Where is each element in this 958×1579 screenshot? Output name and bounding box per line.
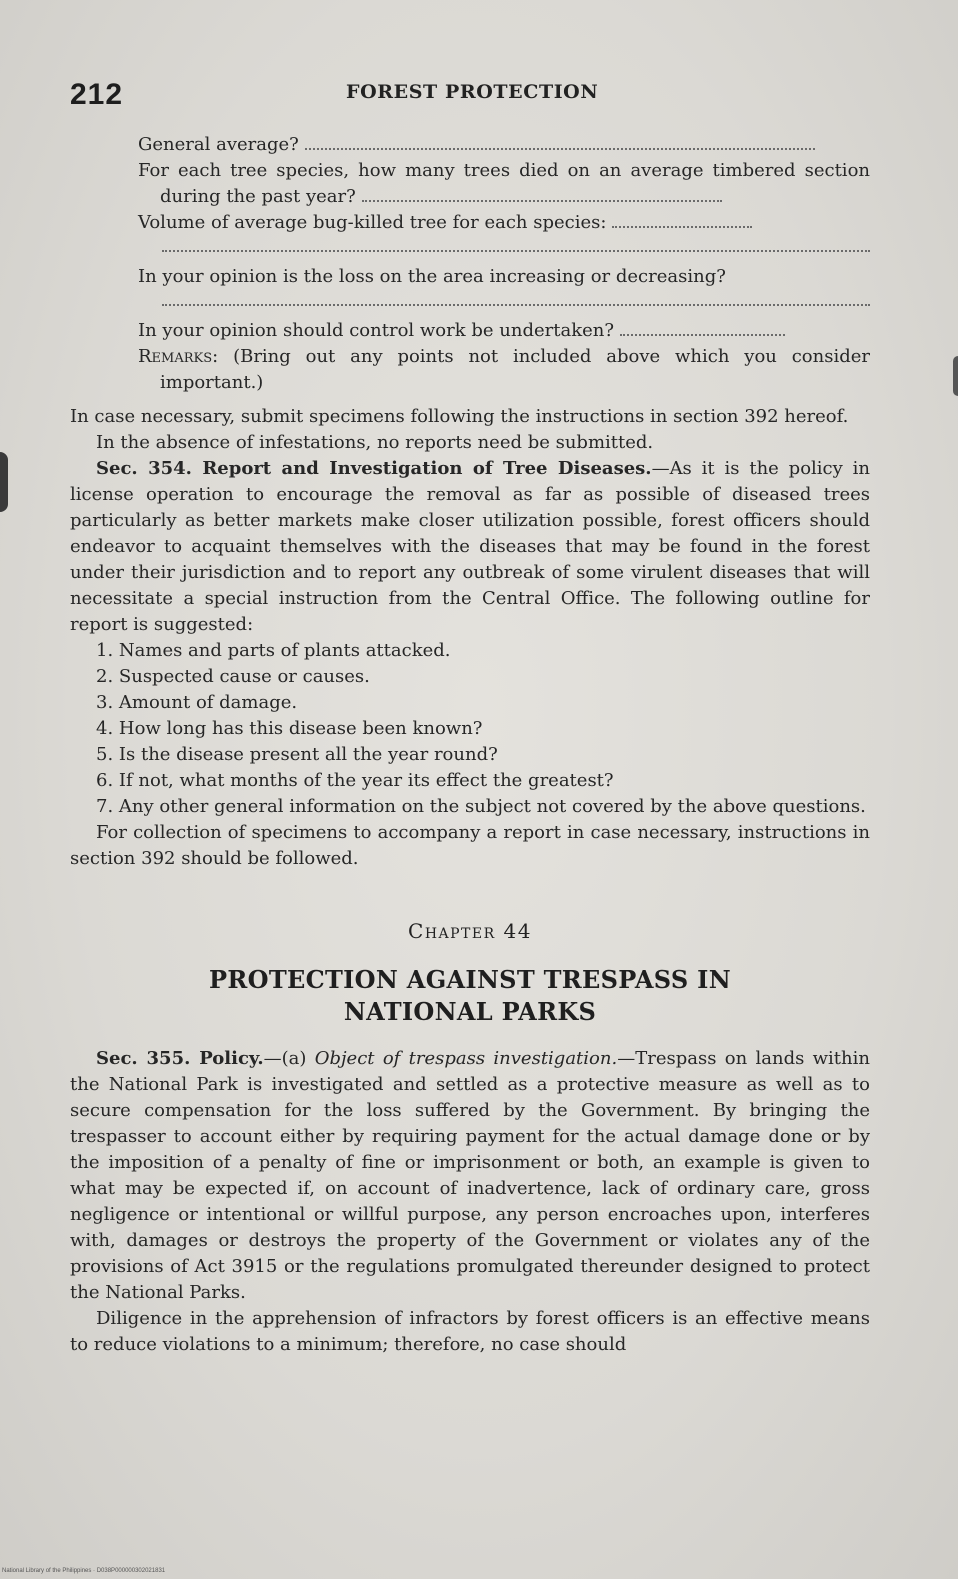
sec-354-paragraph bbox=[70, 456, 870, 638]
list-item: 5. Is the disease present all the year round? bbox=[96, 744, 498, 765]
collection-paragraph: For collection of specimens to accompany a report in case necessary, instructions in section 392 should be followed. bbox=[70, 822, 870, 869]
answer-blank bbox=[620, 330, 785, 336]
binding-shadow-right bbox=[953, 356, 958, 396]
page-body bbox=[70, 132, 870, 1358]
running-head: FOREST PROTECTION bbox=[346, 81, 599, 103]
question-trees-died: For each tree species, how many trees died on an average timbered section during the past year? bbox=[138, 160, 870, 207]
list-item: 3. Amount of damage. bbox=[96, 692, 298, 713]
list-item: 1. Names and parts of plants attacked. bbox=[96, 640, 451, 661]
answer-blank bbox=[305, 144, 815, 150]
sec-355-subtitle: Object of trespass investigation. bbox=[314, 1048, 618, 1069]
absence-paragraph: In the absence of infestations, no reports need be submitted. bbox=[96, 432, 654, 453]
answer-blank bbox=[612, 222, 752, 228]
chapter-title: PROTECTION AGAINST TRESPASS IN NATIONAL PARKS bbox=[209, 965, 731, 1026]
answer-blank bbox=[362, 196, 722, 202]
chapter-label: Chapter 44 bbox=[408, 919, 532, 943]
specimens-paragraph: In case necessary, submit specimens following the instructions in section 392 hereof. bbox=[70, 406, 849, 427]
remarks bbox=[70, 344, 870, 396]
diligence-paragraph: Diligence in the apprehension of infractors by forest officers is an effective means to reduce violations to a minimum; therefore, no case should bbox=[70, 1308, 870, 1355]
answer-blank-line bbox=[162, 236, 870, 252]
sec-355-body: —Trespass on lands within the National Park is investigated and settled as a protective measure as well as to secure compensation for the loss suffered by the Government. By bringing the trespasser to account either by requiring payment for the actual damage done or by the imposition of a penalty of fine or imprisonment or both, an example is given to what may be expected if, on account of inadvertence, lack of ordinary care, gross negligence or intentional or willful purpose, any person encroaches upon, interferes with, damages or destroys the property of the Government or violates any of the provisions of Act 3915 or the regulations promulgated thereunder designed to protect the National Parks. bbox=[70, 1048, 870, 1303]
list-item: 4. How long has this disease been known? bbox=[96, 718, 483, 739]
answer-blank-line bbox=[162, 290, 870, 306]
sec-354-body: —As it is the policy in license operation to encourage the removal as far as possible of diseased trees particularly as better markets make closer utilization possible, forest officers should endeavor to acquaint themselves with the diseases that may be found in the forest under their jurisdiction and to report any outbreak of some virulent diseases that will necessitate a special instruction from the Central Office. The following outline for report is suggested: bbox=[70, 458, 871, 635]
remarks-label: Remarks: bbox=[138, 346, 219, 367]
page-number: 212 bbox=[70, 78, 124, 111]
remarks-text: (Bring out any points not included above which you consider important.) bbox=[160, 346, 870, 393]
sec-355-paragraph: Sec. 355. Policy.—(a) Object of trespass investigation.—Trespass on lands within the National Park is investigated and settled as a protective measure as well as to secure compensation for the loss suffered by the Government. By bringing the trespasser to account either by requiring payment for the actual damage done or by the imposition of a penalty of fine or imprisonment or both, an example is given to what may be expected if, on account of inadvertence, lack of ordinary care, gross negligence or intentional or willful purpose, any person encroaches upon, interferes with, damages or destroys the property of the Government or violates any of the provisions of Act 3915 or the regulations promulgated thereunder designed to protect the National Parks. bbox=[70, 1048, 870, 1303]
question-loss: In your opinion is the loss on the area increasing or decreasing? bbox=[138, 266, 726, 287]
list-item: 6. If not, what months of the year its effect the greatest? bbox=[96, 770, 614, 791]
sec-354-heading: Sec. 354. Report and Investigation of Tree Diseases. bbox=[96, 458, 652, 479]
question-control: In your opinion should control work be undertaken? bbox=[70, 318, 870, 344]
question-volume: Volume of average bug-killed tree for each species: bbox=[70, 210, 870, 236]
page-header bbox=[70, 78, 870, 118]
list-item: 2. Suspected cause or causes. bbox=[96, 666, 370, 687]
question-general-average: General average? bbox=[70, 132, 870, 158]
library-footer: National Library of the Philippines · D038P000000302021831 bbox=[2, 1568, 166, 1574]
sec-355-heading: Sec. 355. Policy. bbox=[96, 1048, 264, 1069]
list-item: 7. Any other general information on the subject not covered by the above questions. bbox=[96, 796, 866, 817]
binding-shadow bbox=[0, 452, 8, 512]
